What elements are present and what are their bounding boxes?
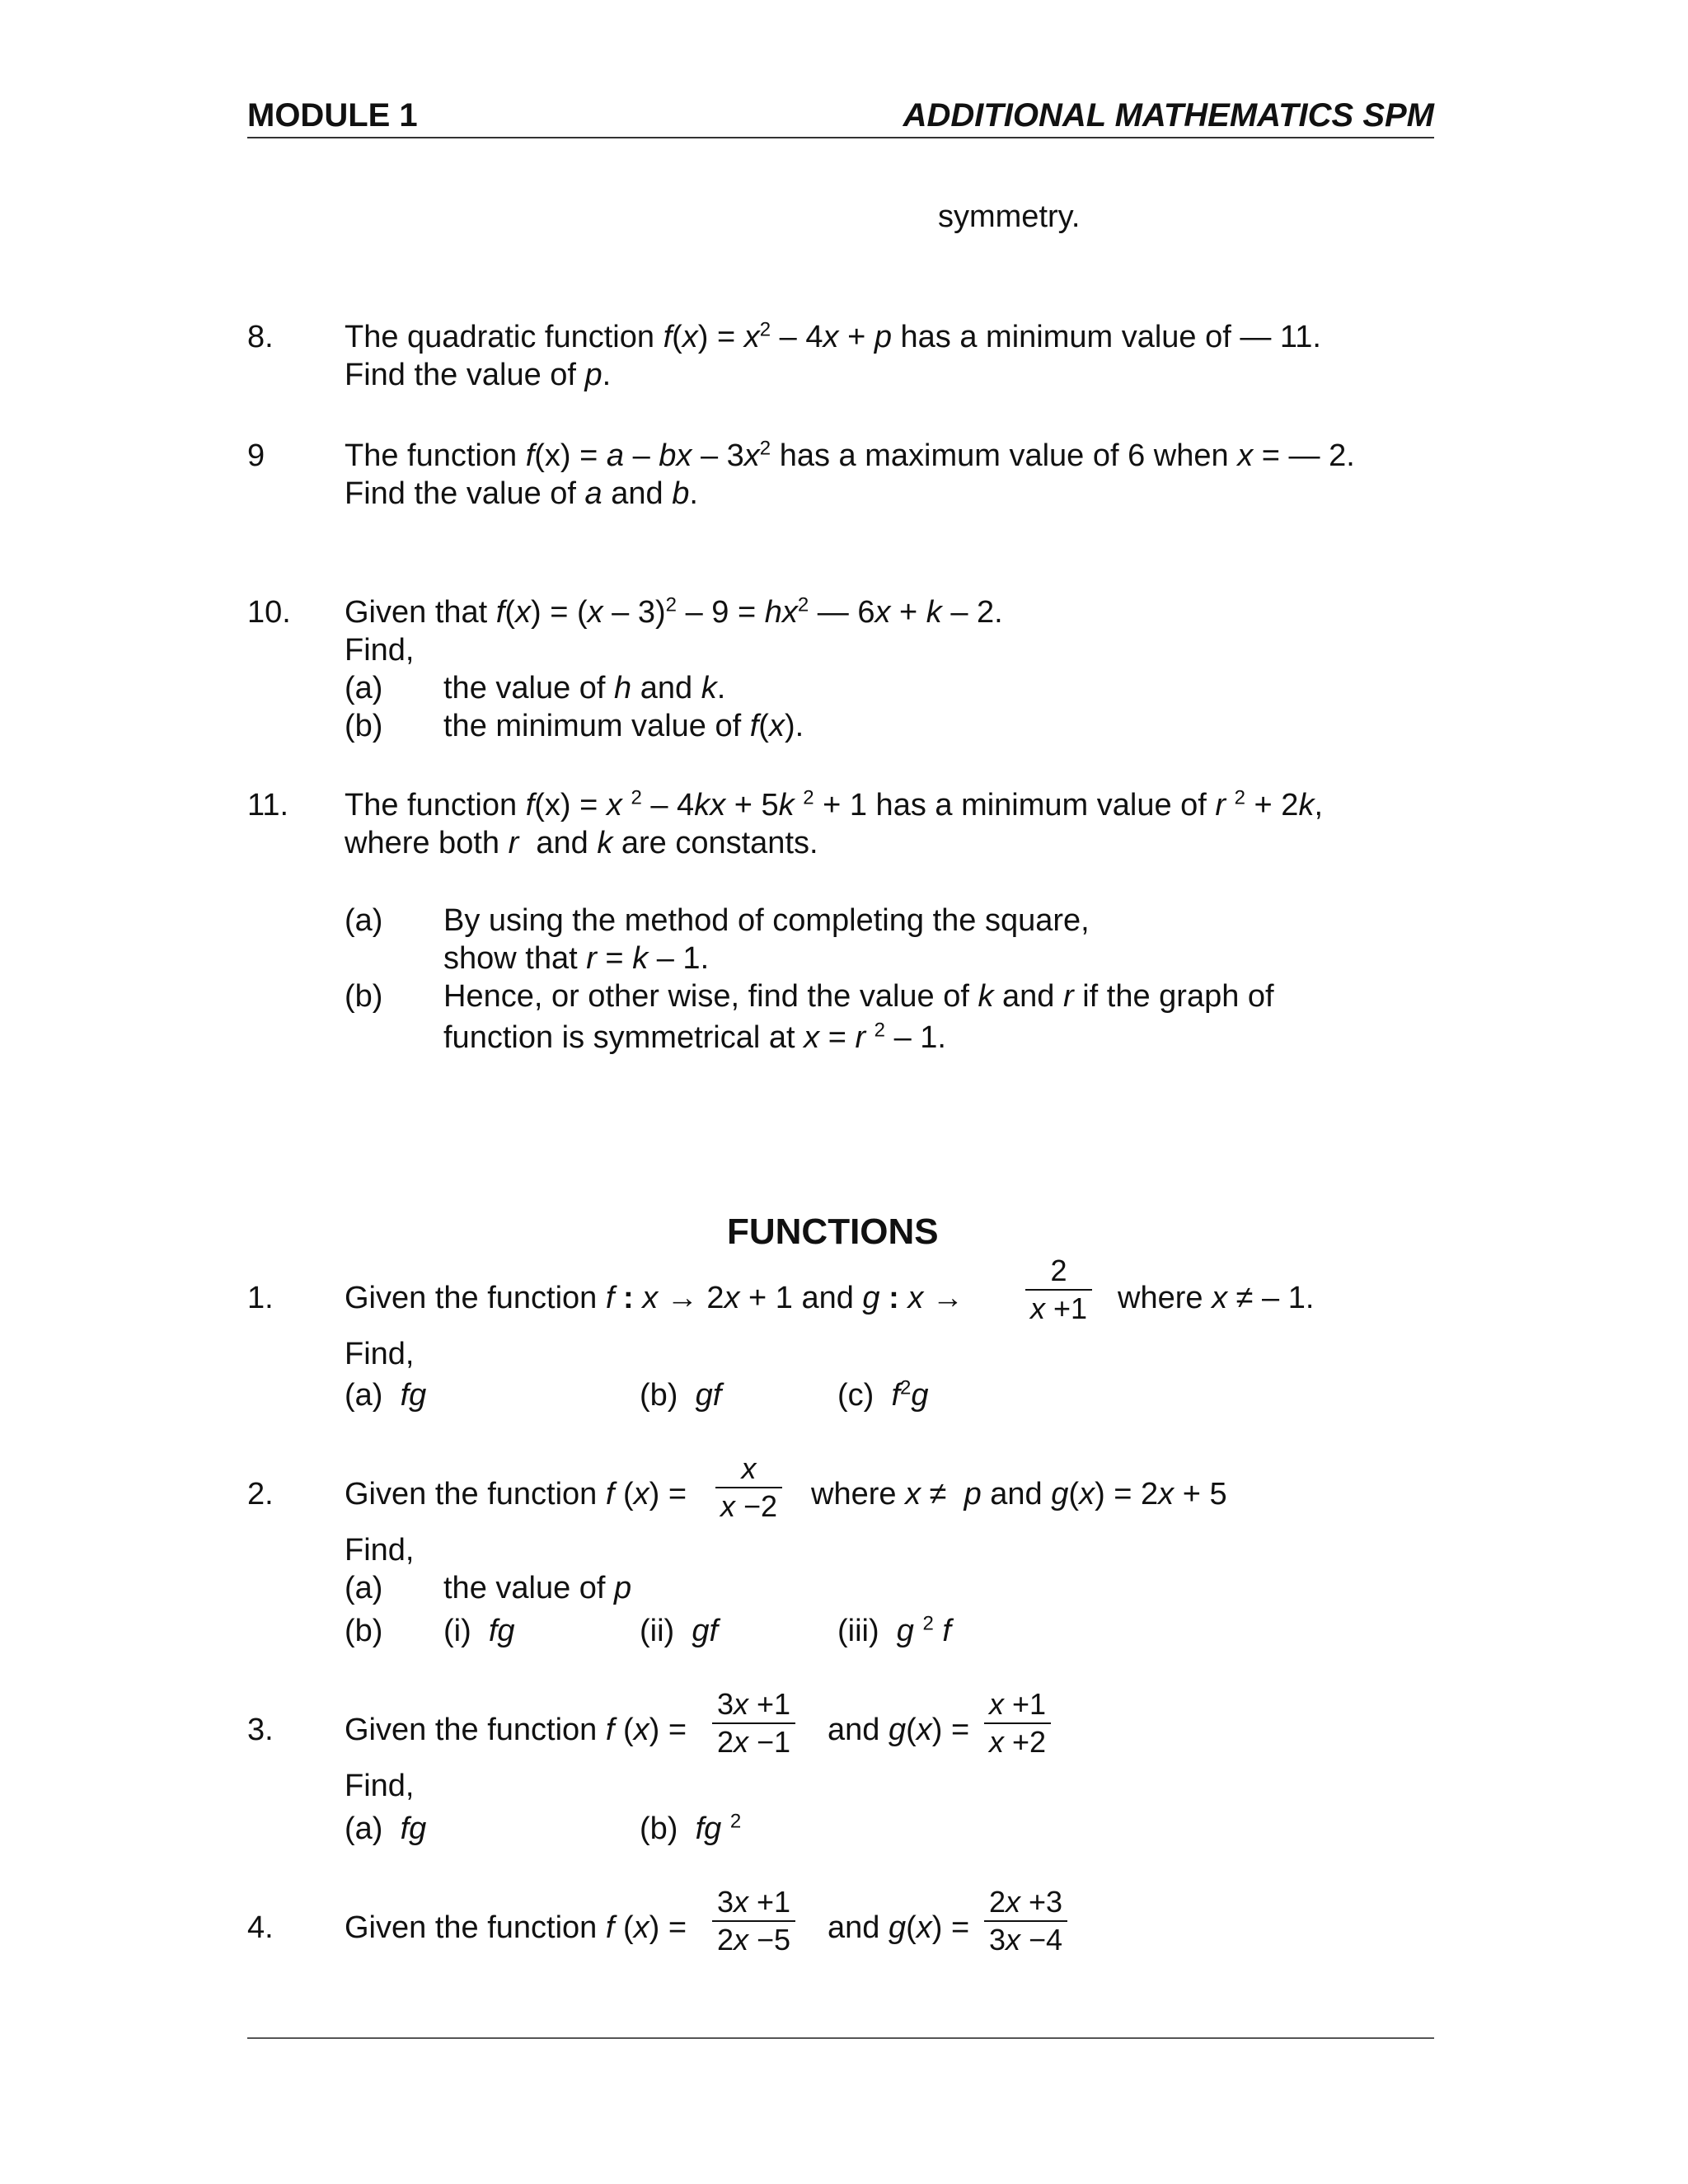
functions-q2-part-b-label: (b): [345, 1614, 383, 1648]
functions-q2-fraction: [715, 1451, 782, 1525]
functions-q4-g-fraction: [984, 1884, 1067, 1958]
question-10-number: 10.: [247, 595, 291, 630]
question-10-part-b-text: the minimum value of f(x).: [443, 709, 804, 743]
fraction-numerator: 3x +1: [717, 1885, 791, 1919]
question-11-part-b-label: (b): [345, 979, 383, 1014]
functions-q2-part-b-ii: (ii) gf: [640, 1614, 719, 1648]
question-11-number: 11.: [247, 788, 289, 823]
functions-q1-stem: Given the function f : x → 2x + 1 and g : x →: [345, 1281, 964, 1315]
functions-q1-tail: where x ≠ – 1.: [1118, 1281, 1315, 1315]
functions-q3-part-a: (a) fg: [345, 1811, 427, 1846]
functions-q1-find: Find,: [345, 1337, 415, 1371]
functions-q4-f-fraction: [712, 1884, 795, 1958]
question-11-part-b-line-1: Hence, or other wise, find the value of k and r if the graph of: [443, 979, 1274, 1014]
functions-q4-mid: and g(x) =: [828, 1910, 970, 1945]
functions-q3-part-b: (b) fg $^2$: [640, 1810, 742, 1846]
footer-rule: [247, 2037, 1434, 2039]
question-10-part-a-text: the value of h and k.: [443, 671, 726, 705]
fraction-denominator: x −2: [715, 1487, 782, 1525]
functions-q1-part-b: (b) gf: [640, 1378, 722, 1413]
fraction-denominator: 2x −1: [712, 1722, 795, 1760]
question-10-find: Find,: [345, 633, 415, 668]
functions-q3-f-fraction: [712, 1686, 795, 1760]
fraction-denominator: 3x −4: [984, 1920, 1067, 1958]
fraction-numerator: x: [741, 1451, 757, 1485]
question-11-part-a-label: (a): [345, 903, 383, 938]
question-11-part-a-line-1: By using the method of completing the square,: [443, 903, 1090, 938]
question-10-part-a-label: (a): [345, 671, 383, 705]
functions-q2-number: 2.: [247, 1477, 274, 1511]
question-8-number: 8.: [247, 320, 274, 354]
functions-q2-find: Find,: [345, 1533, 415, 1568]
question-11-part-b-line-2: function is symmetrical at x = r $^2$ – 1.: [443, 1019, 946, 1055]
functions-q2-part-a-text: the value of p: [443, 1571, 632, 1605]
functions-q3-number: 3.: [247, 1713, 274, 1747]
fraction-numerator: 2x +3: [989, 1885, 1063, 1919]
question-10-part-b-label: (b): [345, 709, 383, 743]
functions-q3-g-fraction: [984, 1686, 1051, 1760]
question-11-line-2: where both r and k are constants.: [345, 826, 818, 860]
question-9-line-1: The function f(x) = a – bx – $3x^2$ has a maximum value of 6 when x = — 2.: [345, 437, 1355, 473]
fraction-numerator: x +1: [989, 1687, 1047, 1721]
section-title-functions: FUNCTIONS: [727, 1212, 939, 1252]
functions-q2-tail: where x ≠ p and g(x) = 2x + 5: [811, 1477, 1227, 1511]
carry-over-text: symmetry.: [938, 199, 1081, 234]
module-label: MODULE 1: [247, 97, 418, 134]
fraction-denominator: x +1: [1025, 1289, 1092, 1327]
functions-q1-fraction: [1025, 1253, 1092, 1327]
functions-q2-part-b-i: (i) fg: [443, 1614, 515, 1648]
fraction-numerator: 3x +1: [717, 1687, 791, 1721]
question-11-part-a-line-2: show that r = k – 1.: [443, 941, 710, 976]
subject-title: ADDITIONAL MATHEMATICS SPM: [903, 97, 1434, 134]
header-rule: [247, 137, 1434, 138]
functions-q3-find: Find,: [345, 1769, 415, 1803]
question-8-line-2: Find the value of p.: [345, 358, 612, 392]
fraction-denominator: 2x −5: [712, 1920, 795, 1958]
functions-q2-part-b-iii: (iii) g $^2$ f: [837, 1612, 951, 1648]
fraction-denominator: x +2: [984, 1722, 1051, 1760]
question-9-line-2: Find the value of a and b.: [345, 476, 698, 511]
question-8-line-1: The quadratic function $f(x) = x^2 - 4x + p$ has a minimum value of — 11.: [345, 318, 1321, 354]
functions-q2-part-a-label: (a): [345, 1571, 383, 1605]
functions-q4-stem: Given the function f (x) =: [345, 1910, 687, 1945]
functions-q4-number: 4.: [247, 1910, 274, 1945]
functions-q2-stem: Given the function f (x) =: [345, 1477, 687, 1511]
functions-q1-part-a: (a) fg: [345, 1378, 427, 1413]
functions-q1-number: 1.: [247, 1281, 274, 1315]
question-9-number: 9: [247, 438, 265, 473]
functions-q1-part-c: (c) $f^2g$: [837, 1376, 929, 1413]
fraction-numerator: 2: [1050, 1254, 1067, 1287]
functions-q3-mid: and g(x) =: [828, 1713, 970, 1747]
question-11-line-1: The function f(x) = x $^2$ – 4kx + 5k $^2$ + 1 has a minimum value of r $^2$ + 2k,: [345, 786, 1323, 823]
question-10-line-1: Given that $f(x) = (x - 3)^2 - 9 = hx^2$ — 6x + k – 2.: [345, 593, 1003, 630]
functions-q3-stem: Given the function f (x) =: [345, 1713, 687, 1747]
